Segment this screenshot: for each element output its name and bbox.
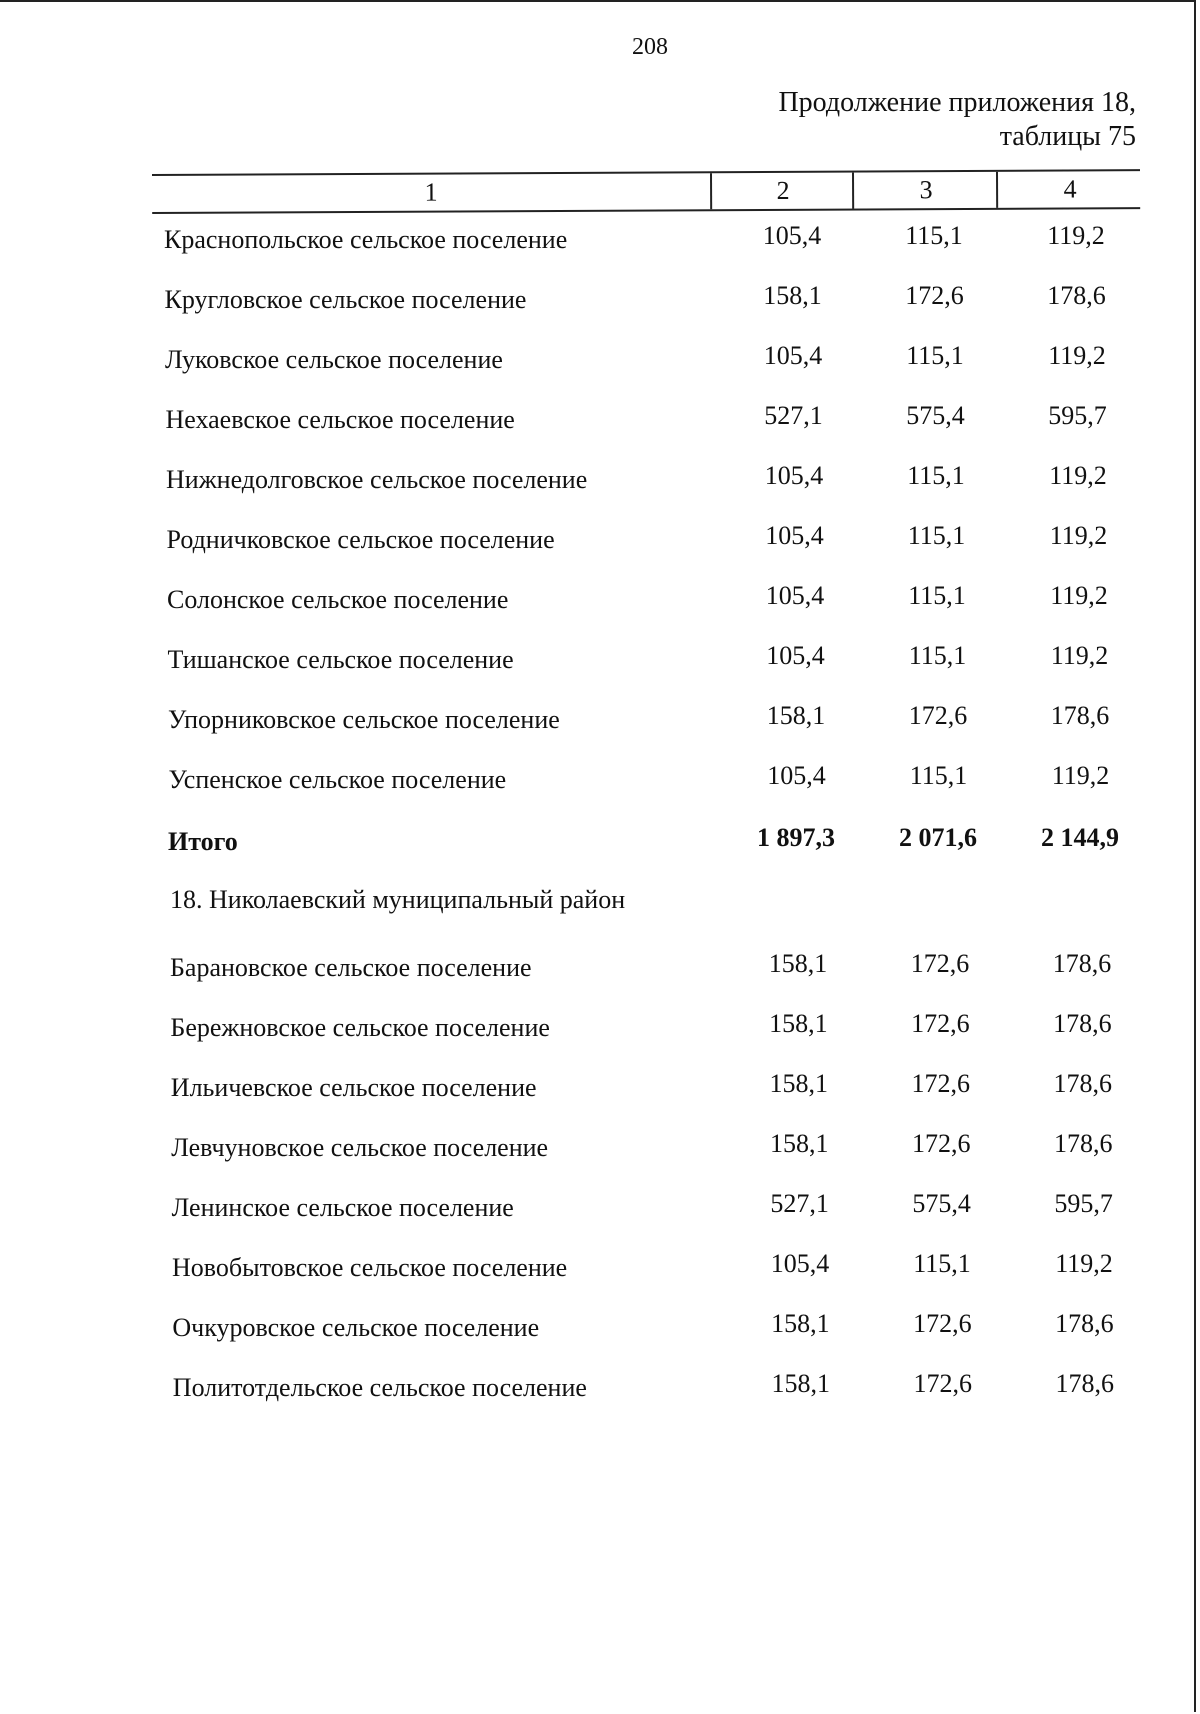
row-value-col-4: 119,2: [1051, 761, 1110, 790]
row-value-col-4: 178,6: [1052, 949, 1112, 978]
header-col-3: 3: [852, 172, 998, 209]
row-name: Нехаевское сельское поселение: [165, 405, 515, 434]
row-value-col-2: 158,1: [763, 281, 822, 310]
row-name: Левчуновское сельское поселение: [171, 1133, 549, 1162]
row-value-col-3: 115,1: [913, 1249, 971, 1278]
row-value-col-4: 119,2: [1049, 521, 1108, 550]
row-value-col-3: 115,1: [907, 521, 966, 550]
row-value-col-2: 105,4: [764, 461, 824, 490]
row-value-col-3: 115,1: [908, 581, 966, 610]
row-name: Нижнедолговское сельское поселение: [166, 465, 588, 494]
section-title: 18. Николаевский муниципальный район: [170, 885, 626, 914]
header-col-4: 4: [996, 171, 1142, 208]
row-value-col-3: 115,1: [907, 461, 965, 490]
row-value-col-2: 105,4: [762, 221, 822, 250]
row-name: Бережновское сельское поселение: [170, 1013, 550, 1042]
header-col-2: 2: [710, 173, 854, 210]
row-value-col-2: 158,1: [766, 701, 826, 730]
row-name: Тишанское сельское поселение: [167, 645, 514, 674]
row-value-col-3: 172,6: [908, 701, 968, 730]
row-value-col-4: 595,7: [1048, 401, 1107, 430]
row-name: Кругловское сельское поселение: [164, 285, 527, 314]
row-value-col-2: 158,1: [771, 1309, 830, 1338]
header-col-1: 1: [424, 177, 438, 207]
row-value-col-3: 172,6: [910, 949, 970, 978]
row-value-col-4: 178,6: [1047, 281, 1106, 310]
row-value-col-4: 178,6: [1053, 1069, 1113, 1098]
row-value-col-4: 119,2: [1048, 341, 1106, 370]
row-value-col-3: 115,1: [908, 641, 967, 670]
row-value-col-2: 105,4: [766, 641, 825, 670]
row-value-col-2: 527,1: [770, 1189, 829, 1218]
row-name: Луковское сельское поселение: [165, 345, 503, 374]
row-value-col-2: 1 897,3: [757, 823, 835, 852]
row-value-col-2: 105,4: [767, 761, 826, 790]
row-value-col-3: 2 071,6: [899, 823, 977, 852]
row-value-col-4: 178,6: [1055, 1369, 1115, 1398]
row-value-col-4: 178,6: [1050, 701, 1110, 730]
row-value-col-3: 172,6: [913, 1309, 972, 1338]
table-caption: [778, 86, 1136, 154]
row-value-col-4: 178,6: [1053, 1129, 1113, 1158]
row-value-col-2: 158,1: [769, 1009, 828, 1038]
row-value-col-3: 115,1: [909, 761, 968, 790]
row-value-col-4: 2 144,9: [1041, 823, 1119, 852]
row-value-col-2: 158,1: [769, 1129, 829, 1158]
row-name: Упорниковское сельское поселение: [168, 705, 560, 734]
row-value-col-3: 172,6: [905, 281, 964, 310]
row-value-col-4: 119,2: [1049, 461, 1107, 490]
row-value-col-3: 172,6: [913, 1369, 973, 1398]
row-value-col-4: 119,2: [1047, 221, 1105, 250]
row-name: Солонское сельское поселение: [167, 585, 509, 614]
row-value-col-3: 172,6: [911, 1129, 971, 1158]
row-name: Итого: [168, 827, 238, 856]
row-value-col-3: 115,1: [905, 221, 963, 250]
row-name: Барановское сельское поселение: [170, 953, 532, 982]
row-name: Родничковское сельское поселение: [166, 525, 555, 554]
row-name: Успенское сельское поселение: [168, 765, 507, 794]
row-value-col-2: 158,1: [769, 1069, 829, 1098]
caption-line-1: Продолжение приложения 18,: [778, 87, 1136, 118]
caption-line-2: таблицы 75: [999, 121, 1136, 152]
row-value-col-2: 105,4: [770, 1249, 830, 1278]
page-number: 208: [632, 34, 668, 60]
row-value-col-3: 172,6: [911, 1009, 970, 1038]
row-value-col-3: 575,4: [906, 401, 965, 430]
row-value-col-4: 178,6: [1053, 1009, 1112, 1038]
row-value-col-2: 158,1: [768, 949, 828, 978]
row-value-col-4: 119,2: [1055, 1249, 1113, 1278]
row-value-col-2: 527,1: [764, 401, 823, 430]
row-value-col-3: 172,6: [911, 1069, 971, 1098]
row-value-col-4: 119,2: [1050, 641, 1109, 670]
row-value-col-4: 595,7: [1054, 1189, 1113, 1218]
row-name: Очкуровское сельское поселение: [172, 1313, 540, 1342]
row-name: Ильичевское сельское поселение: [170, 1073, 537, 1102]
row-value-col-4: 178,6: [1055, 1309, 1114, 1338]
row-value-col-3: 115,1: [906, 341, 964, 370]
row-value-col-2: 105,4: [765, 581, 825, 610]
row-name: Новобытовское сельское поселение: [172, 1253, 568, 1282]
row-name: Краснопольское сельское поселение: [164, 225, 568, 254]
row-value-col-3: 575,4: [912, 1189, 971, 1218]
row-value-col-2: 105,4: [763, 341, 823, 370]
row-name: Политотдельское сельское поселение: [172, 1373, 587, 1402]
row-name: Ленинское сельское поселение: [171, 1193, 514, 1222]
row-value-col-2: 105,4: [765, 521, 824, 550]
row-value-col-4: 119,2: [1050, 581, 1108, 610]
row-value-col-2: 158,1: [771, 1369, 831, 1398]
table-header: [152, 169, 1140, 214]
